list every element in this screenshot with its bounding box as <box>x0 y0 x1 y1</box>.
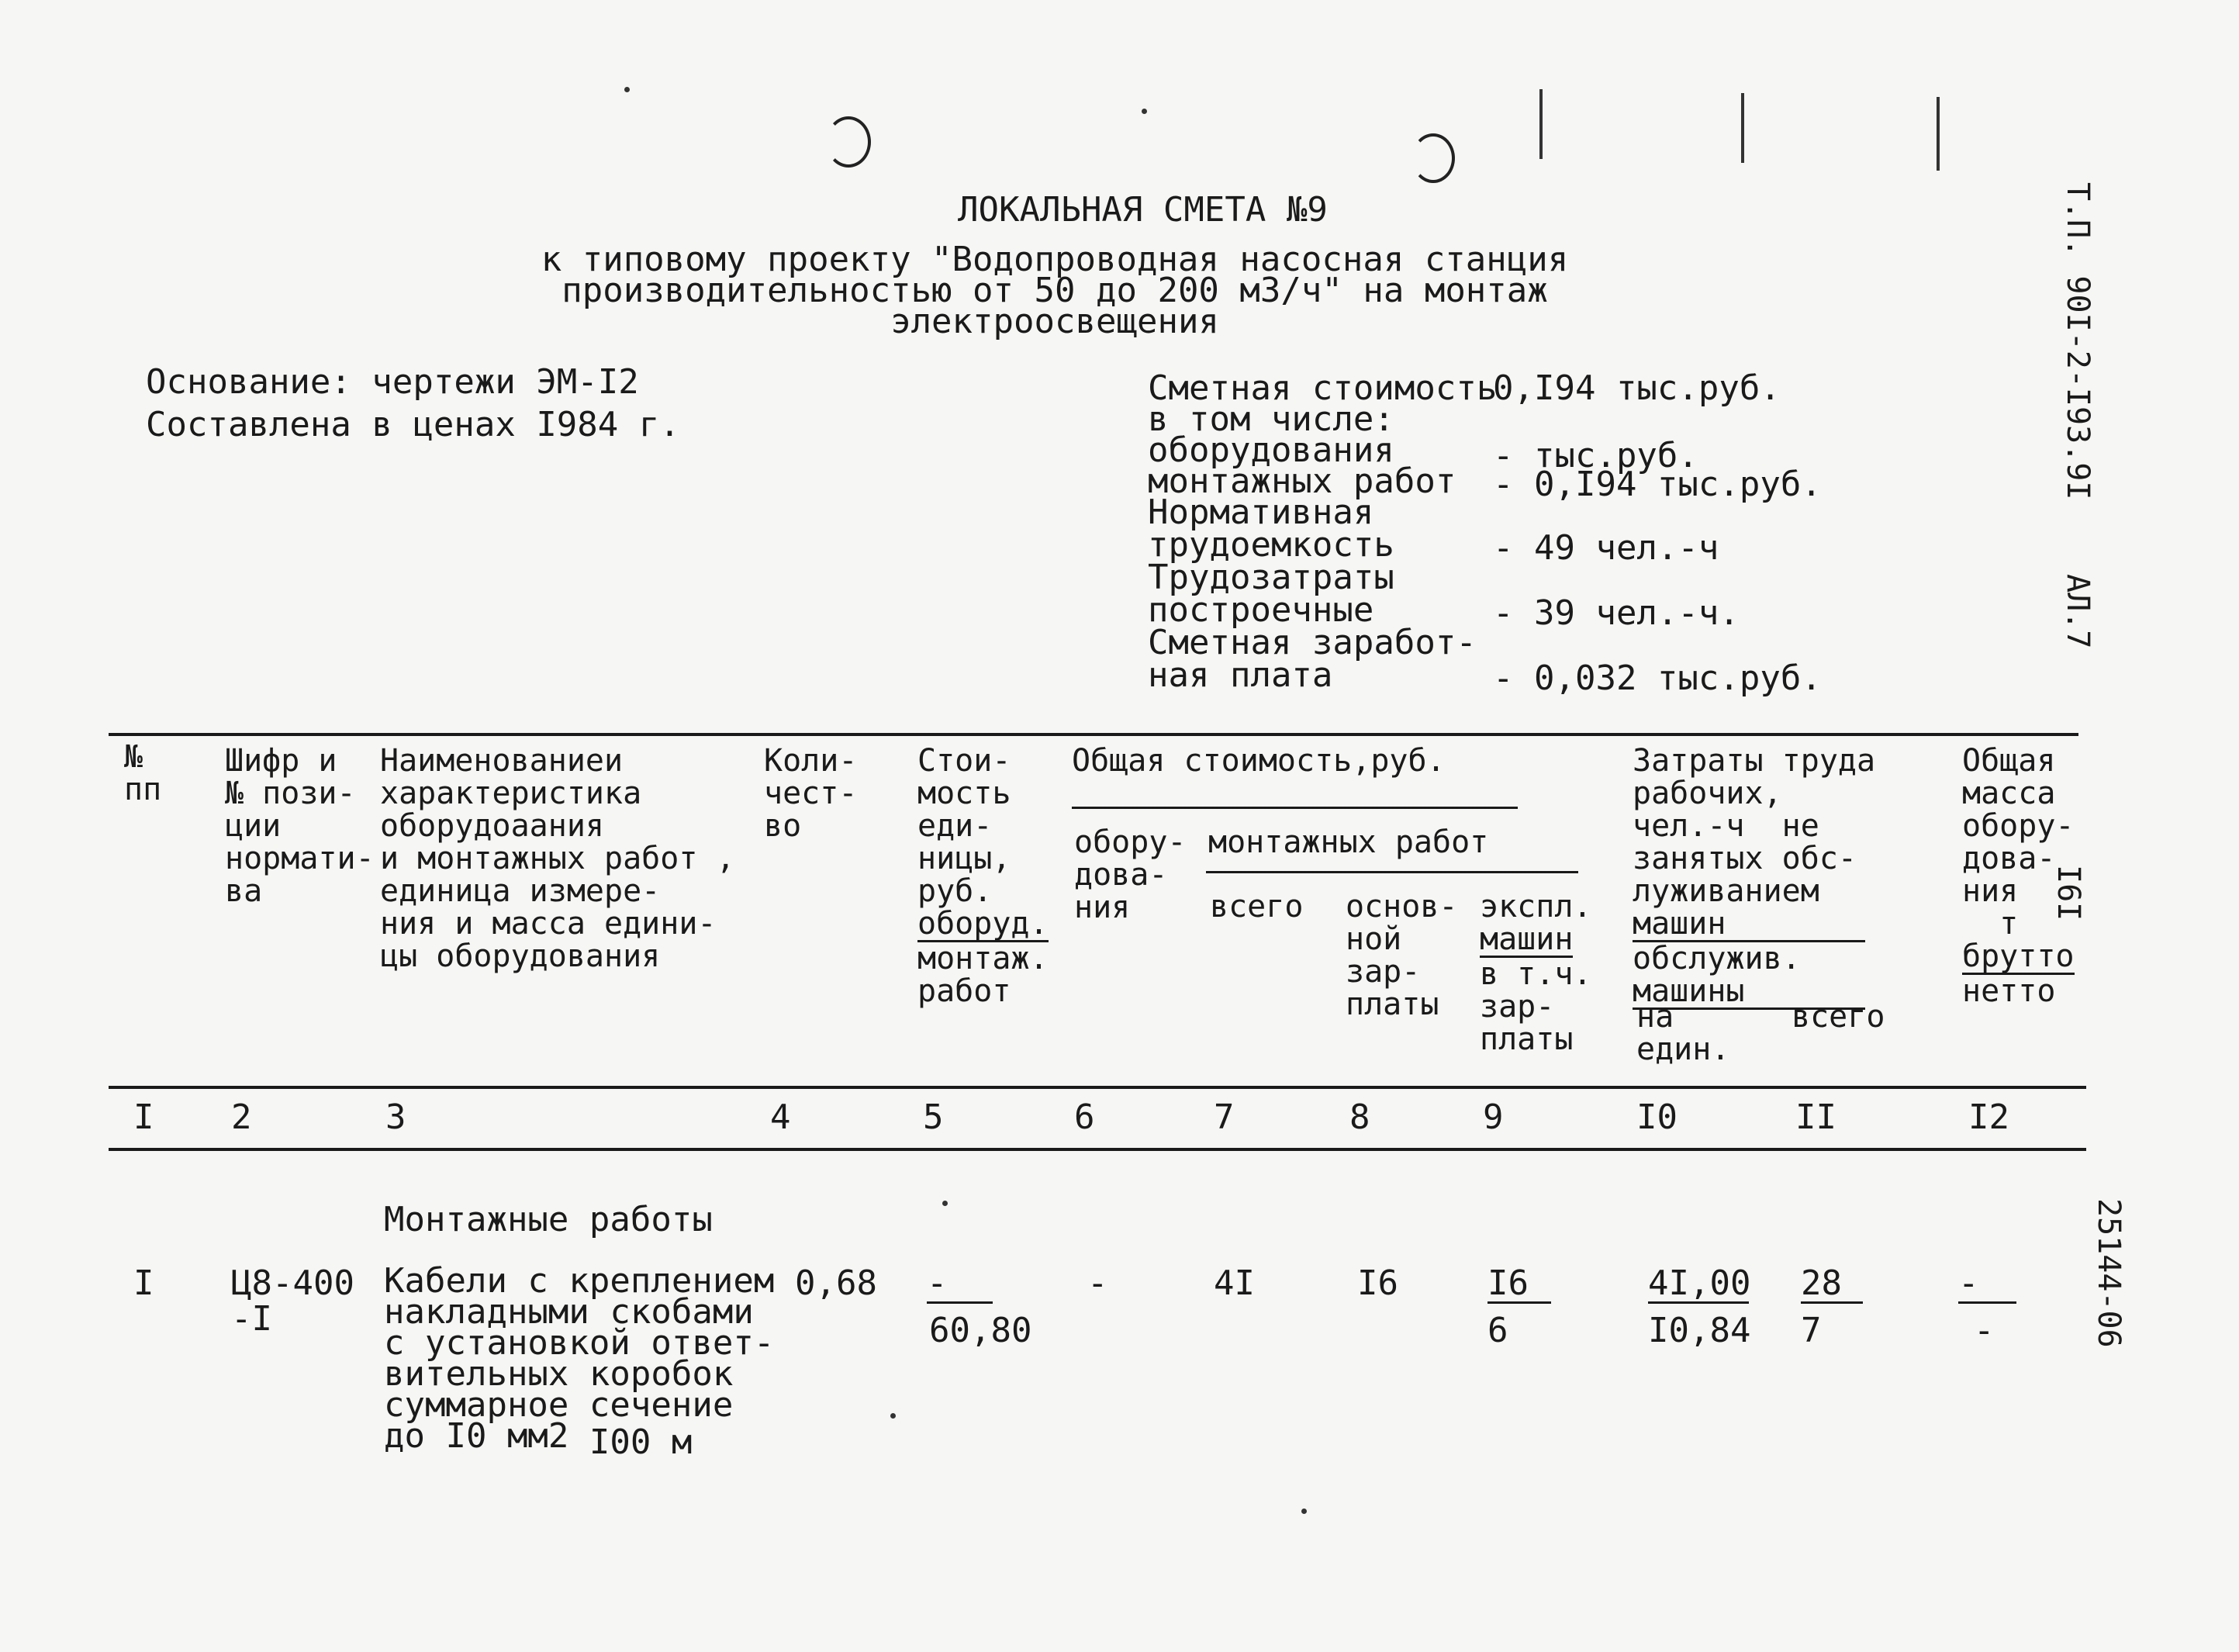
column-number: 6 <box>1074 1097 1095 1137</box>
row-labor-per-unit: 4I,00 <box>1648 1263 1751 1303</box>
column-number: I2 <box>1968 1097 2009 1137</box>
document-title: ЛОКАЛЬНАЯ СМЕТА №9 <box>958 190 1328 230</box>
norm-labor-label-2: трудоемкость <box>1148 525 1394 565</box>
column-number: 4 <box>770 1097 791 1137</box>
column-number: 7 <box>1214 1097 1235 1137</box>
row-quantity: 0,68 <box>795 1263 877 1303</box>
header-col-unit-cost: Стои- мость еди- ницы, руб. оборуд. монтаж. работ <box>917 743 1049 1009</box>
column-number: 5 <box>923 1097 944 1137</box>
scan-speck <box>1142 109 1147 114</box>
header-col-machines: экспл. машин в т.ч. зар- платы <box>1480 889 1592 1057</box>
basis-line: Основание: чертежи ЭМ-I2 <box>146 362 639 402</box>
section-heading: Монтажные работы <box>384 1200 713 1239</box>
header-col-code: Шифр и № пози- ции нормати- ва <box>225 743 375 909</box>
mounting-label: монтажных работ <box>1148 461 1456 501</box>
equipment-label: оборудования <box>1148 430 1394 470</box>
column-number: 3 <box>385 1097 406 1137</box>
row-mass-gross: - <box>1958 1266 2016 1304</box>
header-col-number: № пп <box>124 739 162 807</box>
norm-labor-value: - 49 чел.-ч <box>1493 528 1719 568</box>
scan-bar-mark <box>1937 97 1940 171</box>
norm-labor-label-1: Нормативная <box>1148 492 1374 532</box>
header-col-name: Наименованиеи характеристика оборудоаания и монтажных работ , единица измере- ния и масса едини- цы оборудования <box>380 743 735 974</box>
row-name: Кабели с креплением накладными скобами с установкой ответ- вительных коробок суммарное сечение до I0 мм2 I00 м <box>384 1261 775 1462</box>
header-total-cost: Общая стоимость,руб. <box>1072 743 1446 779</box>
scan-bar-mark <box>1741 93 1744 163</box>
header-col-total: всего <box>1210 889 1304 924</box>
column-number: II <box>1795 1097 1836 1137</box>
row-labor-total: 28 <box>1801 1266 1863 1304</box>
document-subtitle-line-3: электроосвещения <box>890 302 1219 341</box>
row-code: Ц8-400 -I <box>231 1263 354 1339</box>
site-labor-value: - 39 чел.-ч. <box>1493 593 1740 633</box>
header-col-labor-total: всего <box>1792 999 1885 1035</box>
column-number: 8 <box>1349 1097 1370 1137</box>
row-machine-operation: I6 <box>1487 1266 1551 1304</box>
scan-speck <box>1301 1509 1307 1514</box>
header-labor-costs: Затраты труда рабочих, чел.-ч не занятых обс- луживанием машин обслужив. машины <box>1633 743 1876 1009</box>
row-mass-net: - <box>1974 1311 1995 1350</box>
row-labor-total-machines: 7 <box>1801 1311 1822 1350</box>
row-unit-cost-mounting: 60,80 <box>929 1311 1032 1350</box>
header-col-per-unit: на един. <box>1636 999 1730 1067</box>
scan-arc-mark <box>826 116 871 168</box>
column-numbers-rule <box>109 1148 2086 1151</box>
row-unit-cost-equipment: - <box>927 1266 993 1304</box>
header-bottom-rule <box>109 1086 2086 1089</box>
column-number: I0 <box>1636 1097 1678 1137</box>
total-cost-rule <box>1072 807 1518 809</box>
project-code: Т.П. 90I-2-I93.9I <box>2060 182 2096 500</box>
row-mounting-total: 4I <box>1214 1263 1255 1303</box>
row-equipment-cost: - <box>1087 1263 1108 1303</box>
scan-speck <box>890 1413 896 1419</box>
scan-bar-mark <box>1539 89 1543 159</box>
header-col-equipment: обору- дова- ния <box>1074 824 1187 925</box>
scan-speck <box>942 1201 948 1206</box>
site-labor-label-1: Трудозатраты <box>1148 558 1394 597</box>
estimated-cost-value: 0,I94 тыс.руб. <box>1493 368 1781 408</box>
header-col-mass: Общая масса обору- дова- ния т брутто нетто <box>1962 743 2075 1009</box>
wage-value: - 0,032 тыс.руб. <box>1493 658 1822 698</box>
sheet-number: АЛ.7 <box>2060 574 2096 649</box>
prices-line: Составлена в ценах I984 г. <box>146 405 680 444</box>
site-labor-label-2: построечные <box>1148 590 1374 630</box>
page-number: I6I <box>2051 865 2086 921</box>
document-subtitle-line-2: производительностью от 50 до 200 м3/ч" на монтаж <box>561 271 1548 310</box>
including-label: в том числе: <box>1148 399 1394 439</box>
scan-speck <box>624 87 630 92</box>
mounting-value: - 0,I94 тыс.руб. <box>1493 465 1822 504</box>
wage-label-1: Сметная заработ- <box>1148 623 1477 662</box>
row-base-wage: I6 <box>1357 1263 1398 1303</box>
wage-label-2: ная плата <box>1148 655 1333 695</box>
equipment-value: - тыс.руб. <box>1493 436 1698 475</box>
row-machine-wage: 6 <box>1487 1311 1508 1350</box>
column-number: I <box>133 1097 154 1137</box>
column-number: 9 <box>1483 1097 1504 1137</box>
row-number: I <box>133 1263 154 1303</box>
column-number: 2 <box>231 1097 252 1137</box>
row-labor-per-unit-machines: I0,84 <box>1648 1311 1751 1350</box>
estimated-cost-label: Сметная стоимость <box>1148 368 1498 408</box>
scan-arc-mark <box>1411 133 1455 183</box>
document-subtitle-line-1: к типовому проекту "Водопроводная насосная станция <box>541 240 1569 279</box>
archive-number: 25144-06 <box>2091 1198 2127 1348</box>
header-col-quantity: Коли- чест- во <box>764 743 858 844</box>
mounting-rule <box>1206 871 1578 873</box>
table-top-rule <box>109 733 2078 736</box>
header-col-base-wage: основ- ной зар- платы <box>1346 889 1458 1022</box>
header-mounting-works: монтажных работ <box>1208 824 1489 860</box>
